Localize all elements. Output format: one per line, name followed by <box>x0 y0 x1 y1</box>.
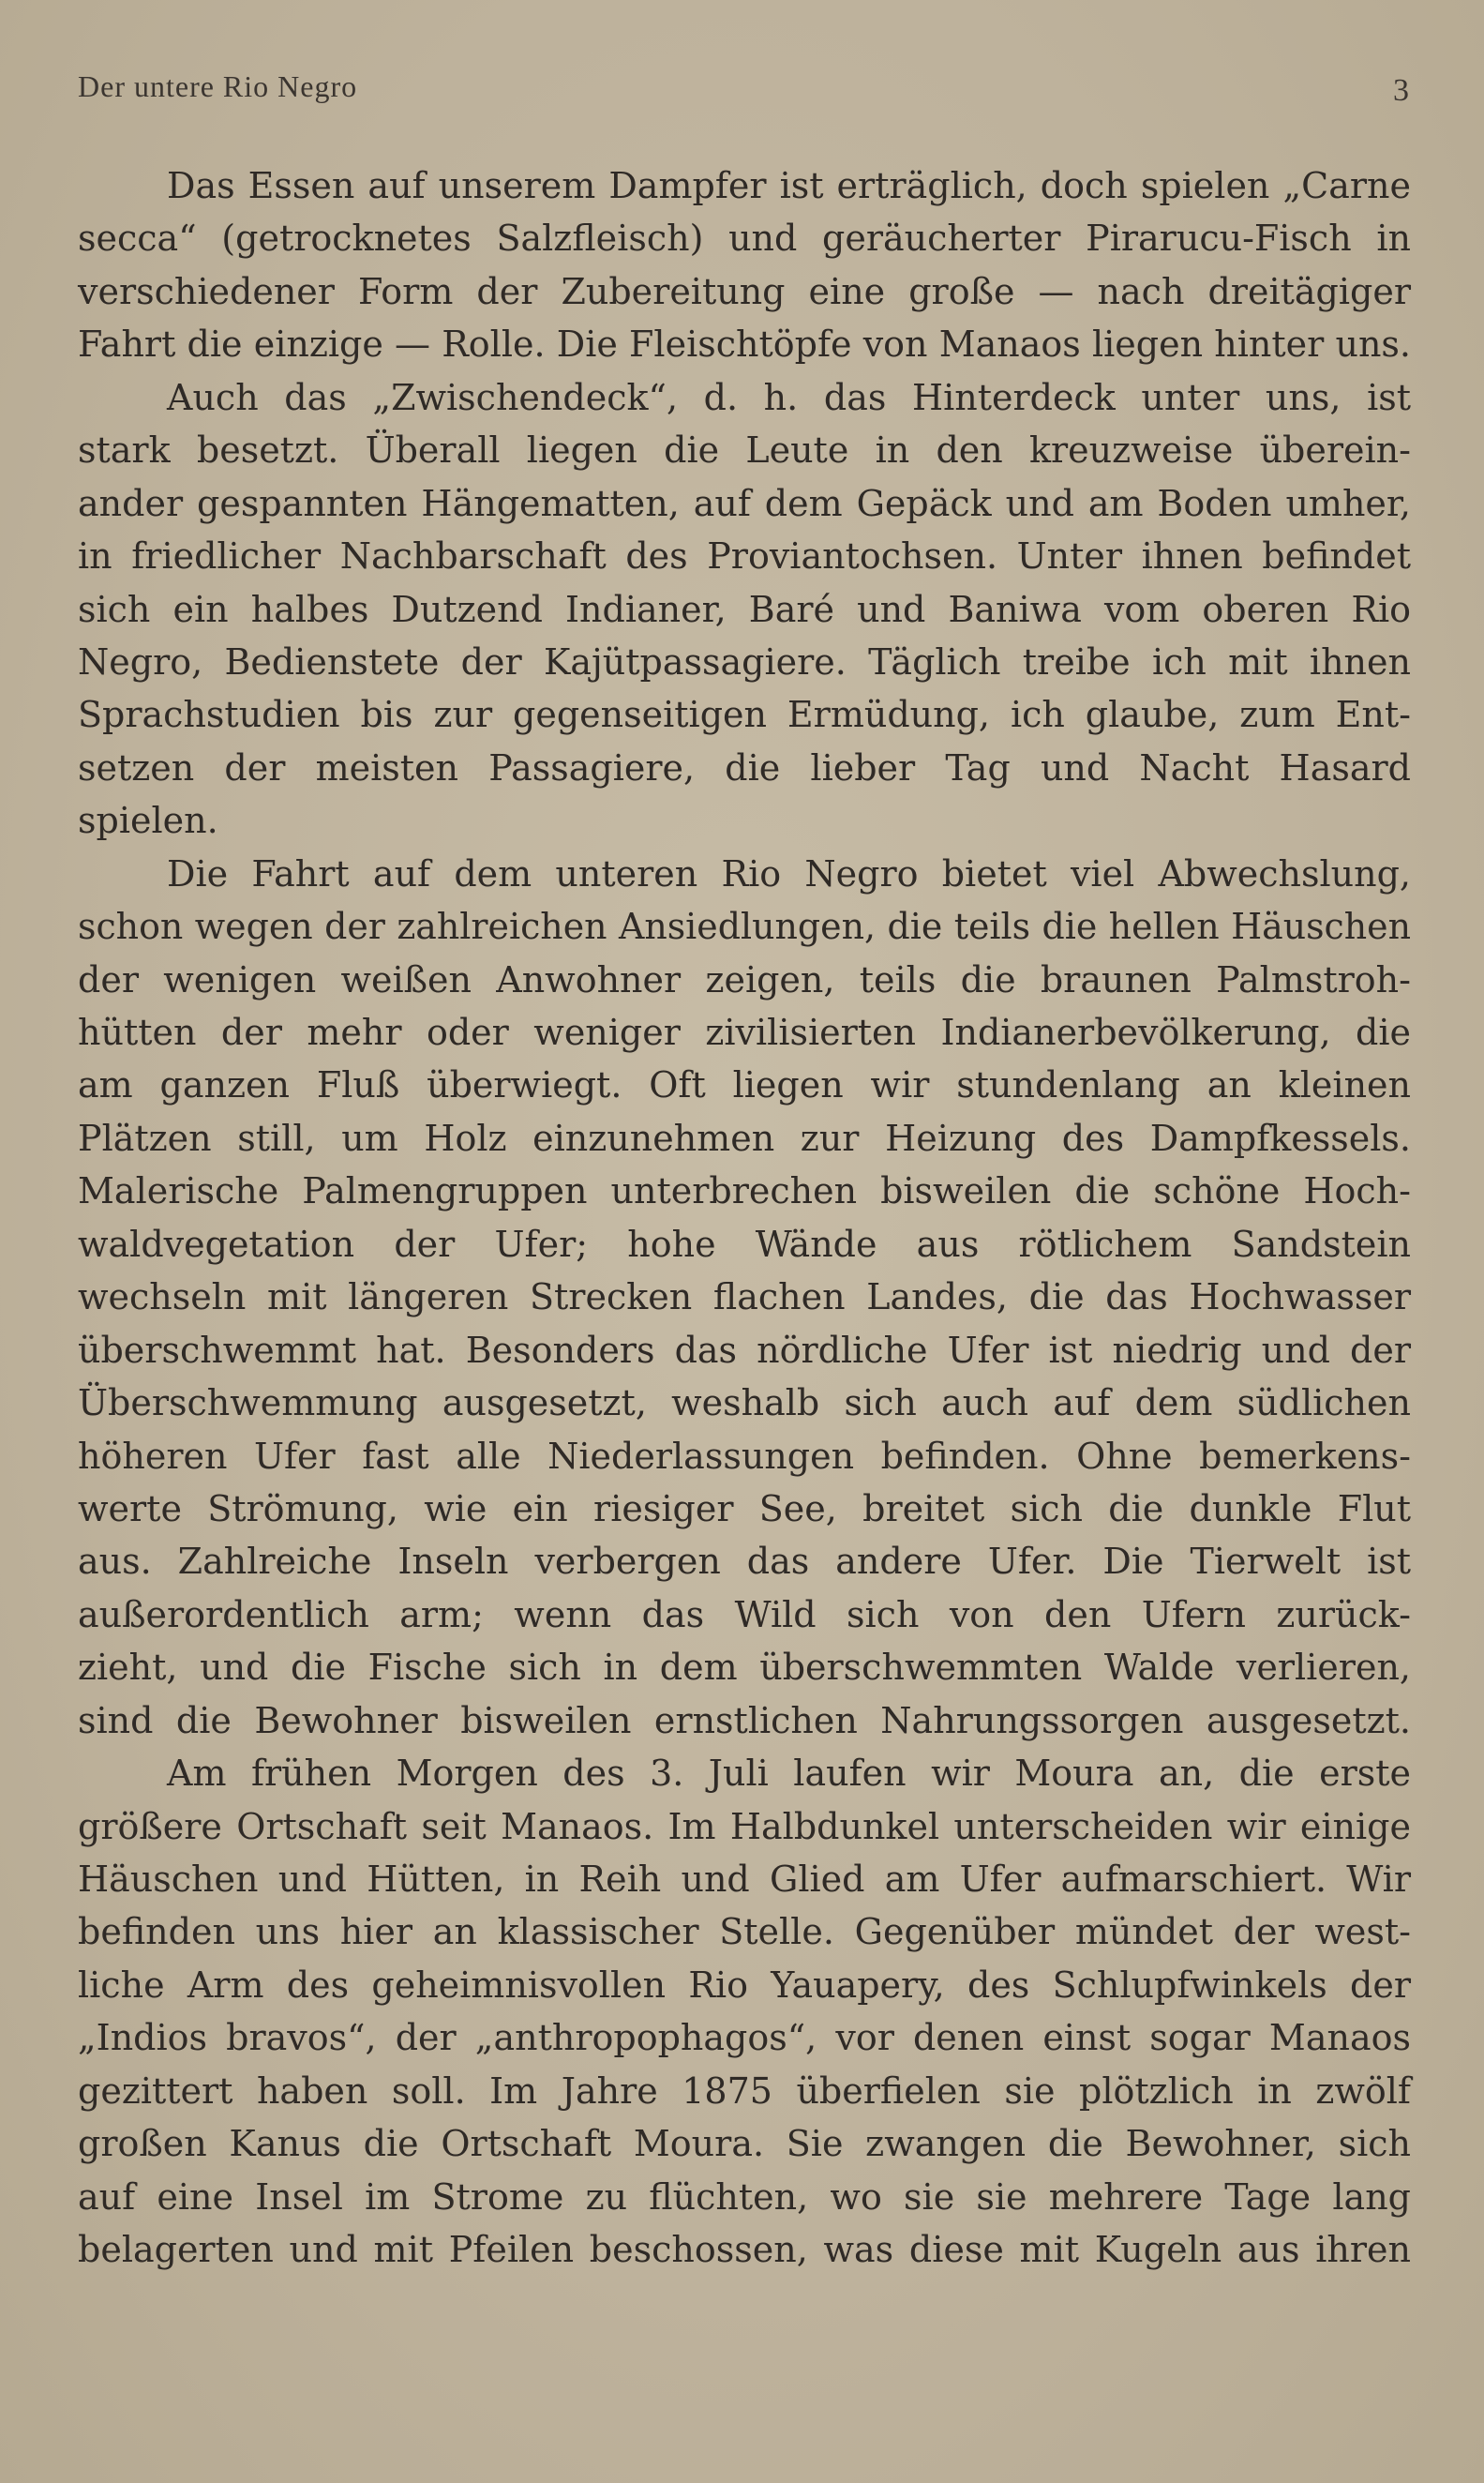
text-line: Am frühen Morgen des 3. Juli laufen wir Moura an, die erste <box>167 1753 1411 1795</box>
text-line: höheren Ufer fast alle Niederlassungen befinden. Ohne bemerkens- <box>78 1435 1411 1477</box>
text-line: außerordentlich arm; wenn das Wild sich von den Ufern zurück- <box>78 1593 1411 1635</box>
text-line: Auch das „Zwischendeck“, d. h. das Hinterdeck unter uns, ist <box>167 376 1411 418</box>
text-line: größere Ortschaft seit Manaos. Im Halbdunkel unterscheiden wir einige <box>78 1805 1411 1847</box>
text-line: großen Kanus die Ortschaft Moura. Sie zwangen die Bewohner, sich <box>78 2123 1411 2165</box>
text-line: überschwemmt hat. Besonders das nördliche Ufer ist niedrig und der <box>78 1329 1411 1371</box>
text-line: spielen. <box>78 800 218 842</box>
text-line: befinden uns hier an klassischer Stelle. Gegenüber mündet der west- <box>78 1911 1411 1953</box>
text-line: aus. Zahlreiche Inseln verbergen das andere Ufer. Die Tierwelt ist <box>78 1541 1411 1583</box>
text-line: sich ein halbes Dutzend Indianer, Baré und Baniwa vom oberen Rio <box>78 588 1411 630</box>
text-line: Malerische Palmengruppen unterbrechen bisweilen die schöne Hoch- <box>78 1170 1411 1212</box>
text-line: setzen der meisten Passagiere, die lieber Tag und Nacht Hasard <box>78 746 1411 789</box>
text-line: wechseln mit längeren Strecken flachen Landes, die das Hochwasser <box>78 1276 1411 1318</box>
text-line: Häuschen und Hütten, in Reih und Glied am Ufer aufmarschiert. Wir <box>78 1858 1411 1900</box>
text-line: Die Fahrt auf dem unteren Rio Negro bietet viel Abwechslung, <box>167 852 1411 895</box>
text-line: stark besetzt. Überall liegen die Leute in den kreuzweise überein- <box>78 429 1411 472</box>
text-line: gezittert haben soll. Im Jahre 1875 überfielen sie plötzlich in zwölf <box>78 2069 1411 2112</box>
text-line: Fahrt die einzige — Rolle. Die Fleischtöpfe von Manaos liegen hinter uns. <box>78 324 1411 366</box>
text-line: Das Essen auf unserem Dampfer ist erträglich, doch spielen „Carne <box>167 165 1411 206</box>
body-text <box>78 159 1411 2277</box>
text-line: secca“ (getrocknetes Salzfleisch) und geräucherter Pirarucu-Fisch in <box>78 218 1411 260</box>
text-line: belagerten und mit Pfeilen beschossen, was diese mit Kugeln aus ihren <box>78 2229 1411 2271</box>
text-line: sind die Bewohner bisweilen ernstlichen Nahrungssorgen ausgesetzt. <box>78 1699 1411 1741</box>
text-line: Negro, Bedienstete der Kajütpassagiere. Täglich treibe ich mit ihnen <box>78 640 1411 683</box>
text-line: liche Arm des geheimnisvollen Rio Yauapery, des Schlupfwinkels der <box>78 1964 1411 2006</box>
text-line: verschiedener Form der Zubereitung eine große — nach dreitägiger <box>78 270 1411 312</box>
text-line: „Indios bravos“, der „anthropophagos“, vor denen einst sogar Manaos <box>78 2017 1411 2059</box>
text-line: Sprachstudien bis zur gegenseitigen Ermüdung, ich glaube, zum Ent- <box>78 694 1411 736</box>
text-line: schon wegen der zahlreichen Ansiedlungen, die teils die hellen Häuschen <box>78 906 1411 948</box>
text-line: waldvegetation der Ufer; hohe Wände aus rötlichem Sandstein <box>78 1223 1411 1265</box>
text-line: Überschwemmung ausgesetzt, weshalb sich auch auf dem südlichen <box>78 1382 1411 1424</box>
text-line: Plätzen still, um Holz einzunehmen zur Heizung des Dampfkessels. <box>78 1117 1411 1159</box>
text-line: der wenigen weißen Anwohner zeigen, teils die braunen Palmstroh- <box>78 958 1411 1001</box>
text-line: hütten der mehr oder weniger zivilisierten Indianerbevölkerung, die <box>78 1012 1411 1053</box>
running-head: Der untere Rio Negro <box>78 69 358 103</box>
text-line: zieht, und die Fische sich in dem überschwemmten Walde verlieren, <box>78 1647 1411 1689</box>
text-line: in friedlicher Nachbarschaft des Proviantochsen. Unter ihnen befindet <box>78 535 1411 578</box>
text-line: ander gespannten Hängematten, auf dem Gepäck und am Boden umher, <box>78 482 1411 524</box>
text-line: am ganzen Fluß überwiegt. Oft liegen wir stundenlang an kleinen <box>78 1064 1411 1106</box>
page-number: 3 <box>1393 73 1409 108</box>
text-line: werte Strömung, wie ein riesiger See, breitet sich die dunkle Flut <box>78 1487 1411 1529</box>
text-line: auf eine Insel im Strome zu flüchten, wo sie sie mehrere Tage lang <box>78 2175 1411 2218</box>
